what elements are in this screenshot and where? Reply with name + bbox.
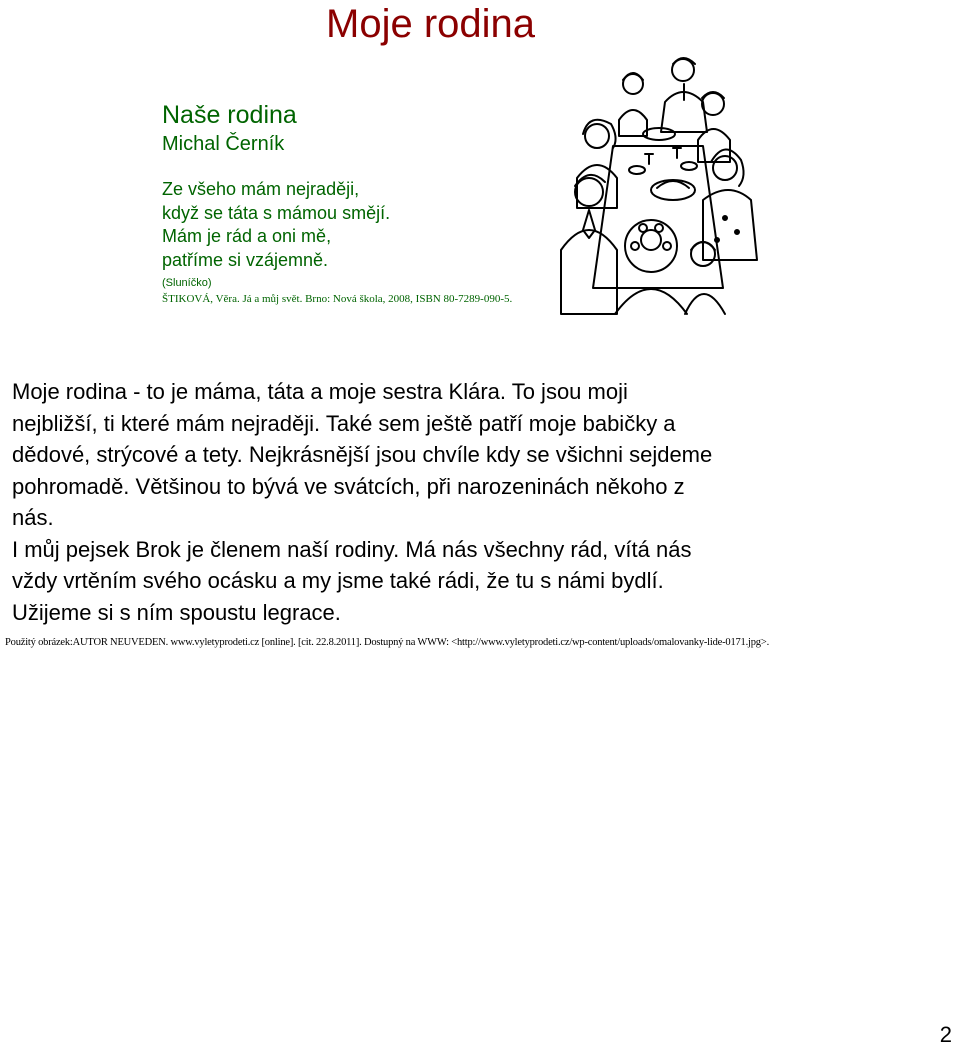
poem-author: Michal Černík xyxy=(162,133,285,155)
body-line: Užijeme si s ním spoustu legrace. xyxy=(12,599,341,625)
poem-line: Ze všeho mám nejraději, xyxy=(162,179,360,199)
page-number: 2 xyxy=(939,1022,952,1047)
body-line: vždy vrtěním svého ocásku a my jsme také rádi, že tu s námi bydlí. xyxy=(12,568,664,593)
poem-title: Naše rodina xyxy=(162,101,297,129)
body-line: nejbližší, ti které mám nejraději. Také sem ještě patří moje babičky a xyxy=(12,410,676,436)
body-line: dědové, strýcové a tety. Nejkrásnější jsou chvíle kdy se všichni sejdeme xyxy=(12,442,713,467)
poem-line: Mám je rád a oni mě, xyxy=(162,226,332,246)
poem-line: patříme si vzájemně. xyxy=(162,249,329,270)
body-line: nás. xyxy=(12,505,54,530)
page-title: Moje rodina xyxy=(326,2,536,46)
poem-line: když se táta s mámou smějí. xyxy=(162,202,391,223)
image-credit: Použitý obrázek:AUTOR NEUVEDEN. www.vyletyprodeti.cz [online]. [cit. 22.8.2011]. Dostupný na WWW: <http://www.vyletyprodeti.cz/wp-content/uploads/omalovanky-lide-0171.jpg>. xyxy=(5,637,770,648)
body-text xyxy=(12,376,947,628)
body-line: pohromadě. Většinou to bývá ve svátcích, při narozeninách někoho z xyxy=(12,473,685,499)
poem-citation: ŠTIKOVÁ, Věra. Já a můj svět. Brno: Nová škola, 2008, ISBN 80-7289-090-5. xyxy=(162,293,513,305)
body-line: I můj pejsek Brok je členem naší rodiny. Má nás všechny rád, vítá nás xyxy=(12,536,692,562)
body-line: Moje rodina - to je máma, táta a moje sestra Klára. To jsou moji xyxy=(12,379,628,404)
family-dinner-illustration-icon xyxy=(553,50,763,316)
poem-source: (Sluníčko) xyxy=(162,277,212,289)
poem-block xyxy=(162,100,542,306)
poem-verses xyxy=(162,178,542,272)
